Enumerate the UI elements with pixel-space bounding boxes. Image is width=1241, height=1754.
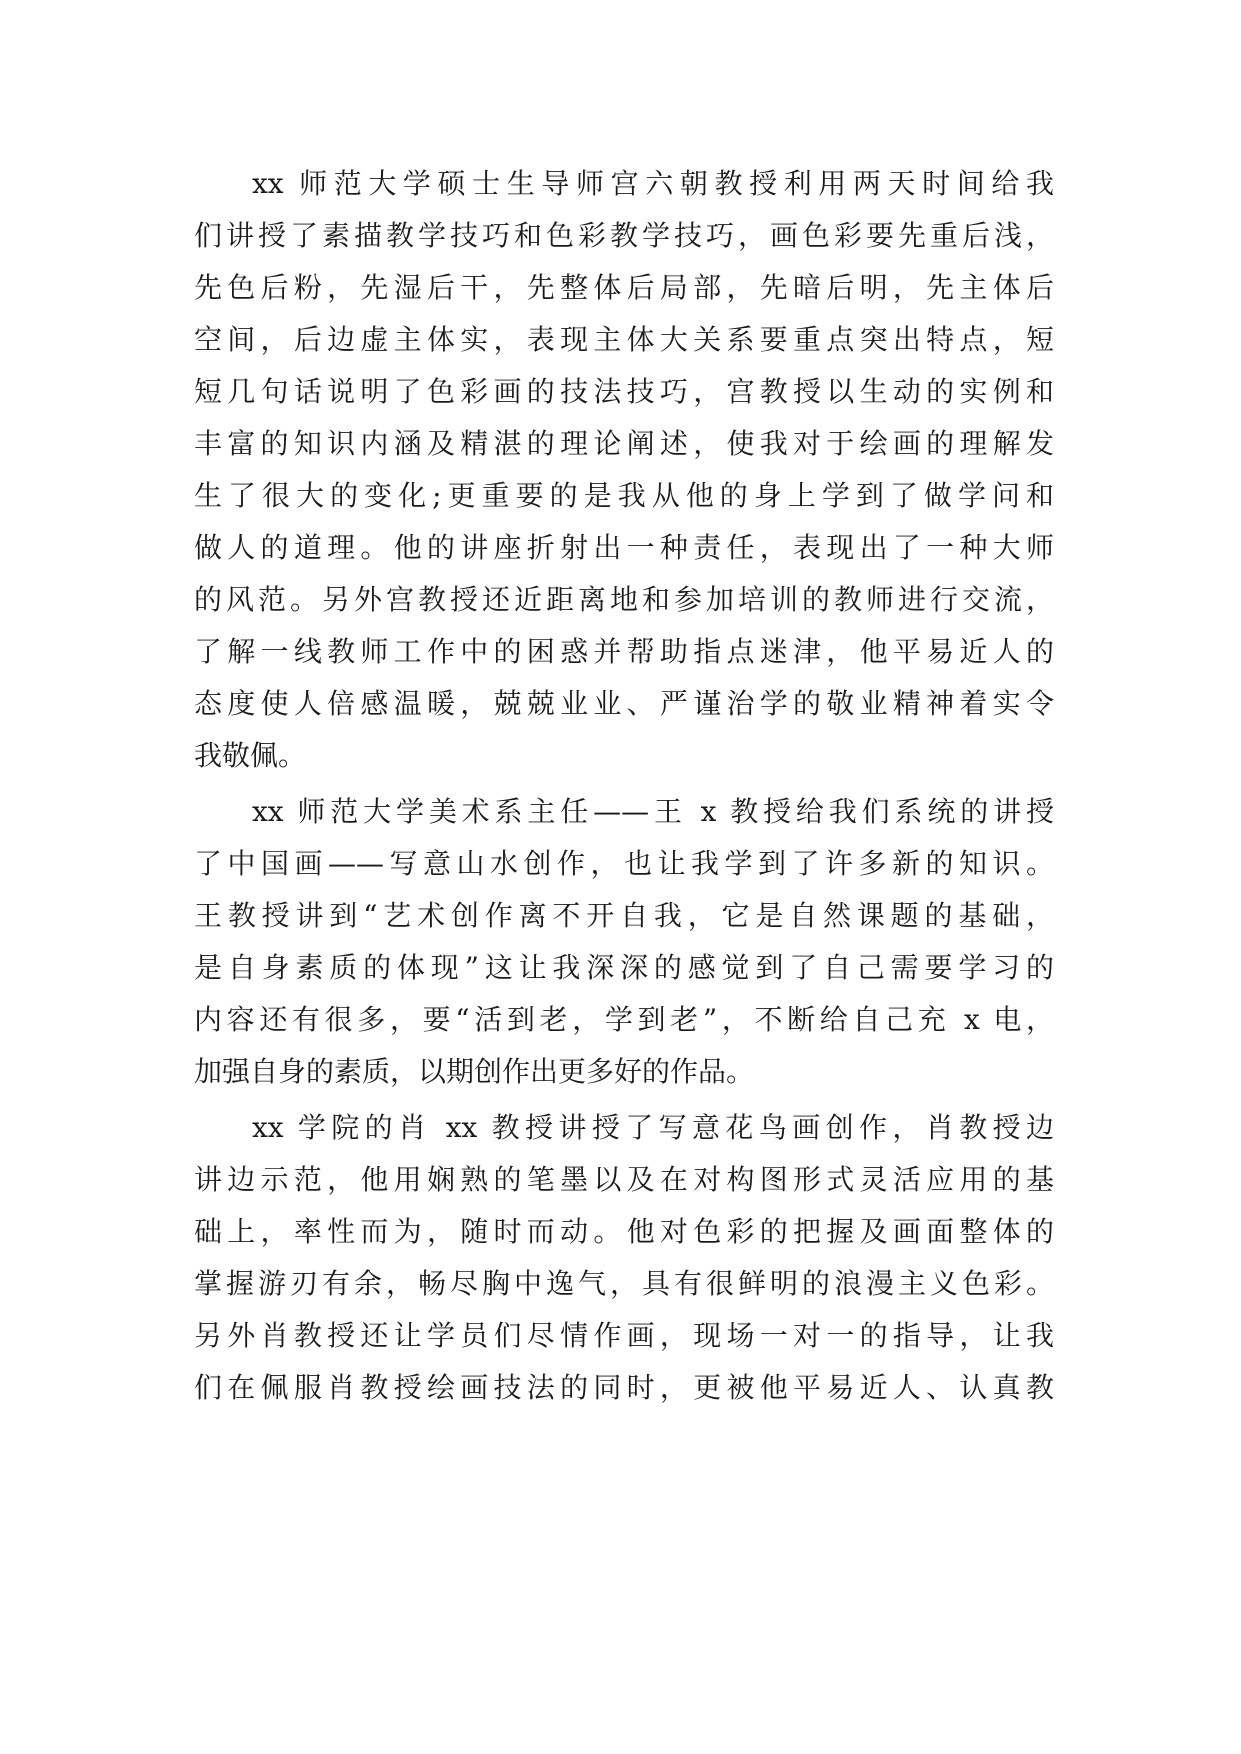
text-line: 了中国画——写意山水创作，也让我学到了许多新的知识。 — [194, 847, 1054, 880]
text-line: 是自身素质的体现”这让我深深的感觉到了自己需要学习的 — [194, 951, 1054, 984]
body-text — [194, 158, 1054, 1414]
text-line: 内容还有很多，要“活到老，学到老”，不断给自己充 x 电， — [194, 1003, 1054, 1036]
text-line: xx 学院的肖 xx 教授讲授了写意花鸟画创作，肖教授边 — [252, 1111, 1054, 1144]
text-line: 丰富的知识内涵及精湛的理论阐述，使我对于绘画的理解发 — [194, 427, 1054, 460]
text-line: 掌握游刃有余，畅尽胸中逸气，具有很鲜明的浪漫主义色彩。 — [194, 1267, 1054, 1300]
text-line: 态度使人倍感温暖，兢兢业业、严谨治学的敬业精神着实令 — [194, 687, 1054, 720]
text-line: xx 师范大学美术系主任——王 x 教授给我们系统的讲授 — [252, 795, 1054, 828]
paragraph-2 — [194, 786, 1054, 1098]
text-line: 础上，率性而为，随时而动。他对色彩的把握及画面整体的 — [194, 1215, 1054, 1248]
text-line: 王教授讲到“艺术创作离不开自我，它是自然课题的基础， — [194, 899, 1054, 932]
text-line: 另外肖教授还让学员们尽情作画，现场一对一的指导，让我 — [194, 1319, 1054, 1352]
text-line: 们讲授了素描教学技巧和色彩教学技巧，画色彩要先重后浅， — [194, 219, 1054, 252]
text-line: 做人的道理。他的讲座折射出一种责任，表现出了一种大师 — [194, 531, 1054, 564]
text-line: 先色后粉，先湿后干，先整体后局部，先暗后明，先主体后 — [194, 271, 1054, 304]
paragraph-3 — [194, 1102, 1054, 1414]
text-line: 生了很大的变化;更重要的是我从他的身上学到了做学问和 — [194, 479, 1054, 512]
text-line: xx 师范大学硕士生导师宫六朝教授利用两天时间给我 — [252, 167, 1054, 200]
text-line: 讲边示范，他用娴熟的笔墨以及在对构图形式灵活应用的基 — [194, 1163, 1054, 1196]
text-line: 加强自身的素质，以期创作出更多好的作品。 — [194, 1055, 755, 1088]
text-line: 空间，后边虚主体实，表现主体大关系要重点突出特点，短 — [194, 323, 1054, 356]
paragraph-1 — [194, 158, 1054, 782]
text-line: 的风范。另外宫教授还近距离地和参加培训的教师进行交流， — [194, 583, 1054, 616]
text-line: 短几句话说明了色彩画的技法技巧，宫教授以生动的实例和 — [194, 375, 1054, 408]
text-line: 们在佩服肖教授绘画技法的同时，更被他平易近人、认真教 — [194, 1371, 1054, 1404]
text-line: 了解一线教师工作中的困惑并帮助指点迷津，他平易近人的 — [194, 635, 1054, 668]
text-line: 我敬佩。 — [194, 739, 307, 772]
